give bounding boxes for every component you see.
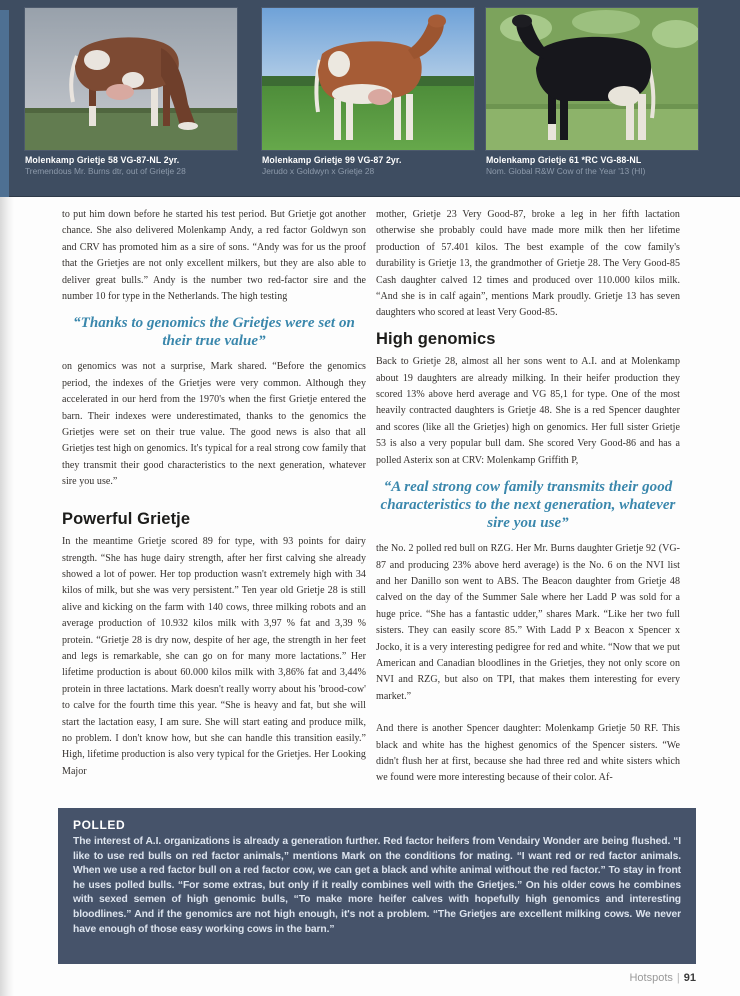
footer-section-label: Hotspots xyxy=(629,972,673,984)
caption-title: Molenkamp Grietje 61 *RC VG-88-NL xyxy=(486,155,642,165)
photo-molenkamp-grietje-99 xyxy=(262,8,474,150)
caption-photo-1 xyxy=(25,154,237,177)
paragraph-spacer xyxy=(376,705,680,721)
caption-subtitle: Tremendous Mr. Burns dtr, out of Grietje 28 xyxy=(25,166,186,176)
cow-grazing-illustration xyxy=(25,8,237,150)
paragraph: mother, Grietje 23 Very Good-87, broke a leg in her fifth lactation otherwise she probably could have made more milk then her lifetime production of 57.401 kilos. The best example of the cow family's durability is Grietje 13, the grandmother of Grietje 28. The Very Good-85 Cash daughter calved 12 times and produced over 110.000 kilos milk. “And she is in calf again”, mentions Mark proudly. Grietje 13 has seven daughters who scored at least Very Good-85. xyxy=(376,209,680,319)
polled-box-body: The interest of A.I. organizations is already a generation further. Red factor heifers from Vendairy Wonder are being flushed. “I like to use red bulls on red factor animals,” mentions Mark on the conditions for mating. “I want red or red factor animals. When we use a red factor bull on a red factor cow, we can get a black and white animal without the red factor.” To stay in front he uses polled bulls. “For some extras, but only if it really combines well with the Grietjes.” On his older cows he combines with sexed semen of high genomic bulls, “To make more heifer calves with hopefully high genomics and interesting bloodlines.” And if the genomics are not high enough, it's not a problem. “The Grietjes are excellent milking cows. We never have enough of those easy working cows in the barn.” xyxy=(73,836,681,935)
footer-page-number: 91 xyxy=(683,972,696,984)
paragraph: the No. 2 polled red bull on RZG. Her Mr. Burns daughter Grietje 92 (VG-87 and producing 23% above herd average) is the No. 6 on the NVI list and her Danillo son went to ABS. The Beacon daughter from Grietje 48 calved on the day of the Summer Sale where her Ladd P was sold for a huge price. “She has a fantastic udder,” shares Mark. “Like her two full sisters. They can easily score 85.” With Ladd P x Beacon x Spencer x Jocko, it is a very interesting pedigree for red and white. “Now that we put American and Canadian bloodlines in the Grietjes, they not only score on NVI and RZG, but also on TPI, that makes them interesting for every market.” xyxy=(376,543,680,702)
caption-title: Molenkamp Grietje 99 VG-87 2yr. xyxy=(262,155,402,165)
polled-sidebar-box xyxy=(58,808,696,964)
paragraph: In the meantime Grietje scored 89 for type, with 93 points for dairy strength. “She has huge dairy strength, after her first calving she already showed a lot of power. Her top production wasn't extremely high with 34 kilos of milk, but she was very persistent.” Ten year old Grietje 28 is still alive and kicking on the farm with 140 cows, three milking robots and an average production of 10.932 kilos milk with 3,97 % fat and 3,39 % protein. “Grietje 28 is dry now, despite of her age, the strength in her feet and legs is remarkable, she can go on for many more lactations.” Her lifetime production is about 60.000 kilos milk with 3,86% fat and 3,44% protein in three lactations. Mark doesn't really worry about his 'brood-cow' to calve for the fourth time this year. “She is heavy and fat, but she will start the lactation easy, I am sure. She will start eating and produce milk, no problem. I don't know how, but she can handle this transition easily.” High, lifetime production is also very typical for the Grietjes. Her Looking Major xyxy=(62,536,366,777)
page-footer xyxy=(629,972,696,984)
photo-molenkamp-grietje-61 xyxy=(486,8,698,150)
paragraph: on genomics was not a surprise, Mark shared. “Before the genomics period, the indexes of the Grietjes were very common. Although they accelerated in our herd from the 1970's when the first Grietje entered the barn. Their indexes were underestimated, thanks to the genomics the Grietjes were set on their true value. The good news is also that all Grietjes test high on genomics. It's typical for a real strong cow family that they transmit their good characteristics to the next generation, whatever sire you use.” xyxy=(62,361,366,488)
heading-high-genomics: High genomics xyxy=(376,329,496,348)
article-column-left xyxy=(62,207,366,795)
caption-subtitle: Nom. Global R&W Cow of the Year '13 (HI) xyxy=(486,166,646,176)
polled-box-title: POLLED xyxy=(73,818,126,832)
paragraph: And there is another Spencer daughter: Molenkamp Grietje 50 RF. This black and white has the highest genomics of the Spencer sisters. “We didn't flush her at first, because she had three red and white sisters which we found were more interesting because of their color. Af- xyxy=(376,723,680,784)
heading-powerful-grietje: Powerful Grietje xyxy=(62,509,191,528)
article-column-right xyxy=(376,207,680,795)
paragraph: to put him down before he started his test period. But Grietje got another chance. She also delivered Molenkamp Andy, a red factor Goldwyn son and CRV has promoted him as a sire of sons. “Andy was for us the proof that the Grietjes are not only excellent milkers, but they are also able to deliver great bulls.” Andy is the number two red-factor sire and the number 10 for type in the Netherlands. The high testing xyxy=(62,209,366,303)
caption-photo-3 xyxy=(486,154,698,177)
pull-quote-strong-cow-family: “A real strong cow family transmits their good characteristics to the next generation, whatever sire you use” xyxy=(380,479,676,532)
banner-accent-strip xyxy=(0,10,9,197)
footer-separator: | xyxy=(676,972,680,984)
photo-molenkamp-grietje-58 xyxy=(25,8,237,150)
pull-quote-true-value: “Thanks to genomics the Grietjes were set on their true value” xyxy=(73,315,355,350)
caption-photo-2 xyxy=(262,154,474,177)
caption-title: Molenkamp Grietje 58 VG-87-NL 2yr. xyxy=(25,155,180,165)
caption-subtitle: Jerudo x Goldwyn x Grietje 28 xyxy=(262,166,375,176)
paragraph: Back to Grietje 28, almost all her sons went to A.I. and at Molenkamp about 19 daughters are already milking. In their heifer production they scored 13% above herd average and VG 85,1 for type. One of the most heavily contracted daughters is Grietje 48. She is a red Spencer daughter and scores (like all the Grietjes) high on genomics. Her full sister Grietje 53 is also a very popular bull dam. She scored Very Good-86 and has a polled Asterix son at CRV: Molenkamp Griffith P, xyxy=(376,356,680,466)
photo-banner xyxy=(0,0,740,197)
cow-standing-illustration xyxy=(262,8,474,150)
black-cow-illustration xyxy=(486,8,698,150)
